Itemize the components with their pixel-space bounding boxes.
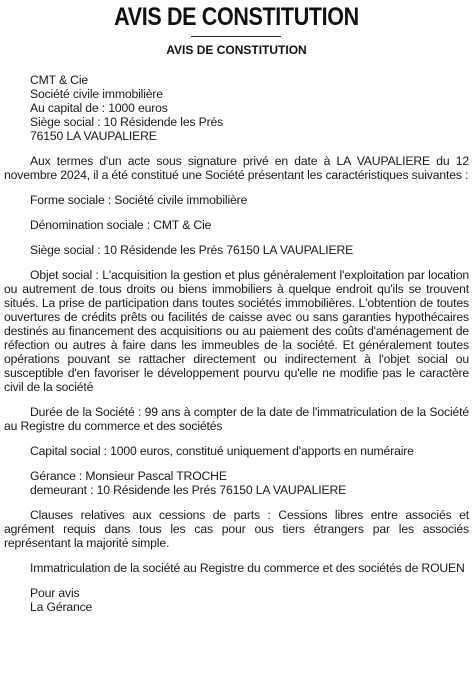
company-seat-line1: Siège social : 10 Résidende les Prés xyxy=(30,115,224,129)
duree-paragraph: Durée de la Société : 99 ans à compter de la date de l'immatriculation de la Société au Registre du commerce et des sociétés xyxy=(4,405,469,433)
closing-line2: La Gérance xyxy=(30,600,93,614)
capital-social: Capital social : 1000 euros, constitué uniquement d'apports en numéraire xyxy=(30,444,414,458)
gerance-line1: Gérance : Monsieur Pascal TROCHE xyxy=(30,469,227,483)
main-title: AVIS DE CONSTITUTION xyxy=(114,3,359,31)
title-divider xyxy=(191,36,281,37)
company-type: Société civile immobilière xyxy=(30,87,163,101)
siege-social: Siège social : 10 Résidende les Prés 76150 LA VAUPALIERE xyxy=(30,243,354,257)
company-block xyxy=(4,73,469,143)
intro-paragraph: Aux termes d'un acte sous signature privé en date à LA VAUPALIERE du 12 novembre 2024, il a été constitué une Société présentant les caractéristiques suivantes : xyxy=(4,154,469,182)
clauses-paragraph: Clauses relatives aux cessions de parts : Cessions libres entre associés et agrément requis dans tous les cas pour ous tiers étrangers par les associés représentant la majorité simple. xyxy=(4,508,469,550)
notice-body xyxy=(4,73,469,614)
company-capital: Au capital de : 1000 euros xyxy=(30,101,168,115)
company-seat-line2: 76150 LA VAUPALIERE xyxy=(30,129,157,143)
company-name: CMT & Cie xyxy=(30,73,89,87)
forme-sociale: Forme sociale : Société civile immobilière xyxy=(30,193,248,207)
gerance-line2: demeurant : 10 Résidende les Prés 76150 LA VAUPALIERE xyxy=(30,483,347,497)
closing-block xyxy=(4,586,469,614)
objet-social-paragraph: Objet social : L'acquisition la gestion et plus généralement l'exploitation par location ou autrement de tous droits ou biens immobiliers à quelque endroit qu'ils se trouvent situés. La prise de participation dans toutes sociétés immobilières. L'obtention de toutes ouvertures de crédits prêts ou facilités de caisse avec ou sans garanties hypothécaires destinés au financement des acquisitions ou au paiement des coûts d'aménagement de réfection ou autres à faire dans les immeubles de la société. Et généralement toutes opérations pouvant se rattacher directement ou indirectement à l'objet social ou susceptible d'en favoriser le développement pourvu qu'elle ne modifie pas le caractère civil de la société xyxy=(4,268,469,394)
gerance-block xyxy=(4,469,469,497)
immatriculation: Immatriculation de la société au Registre du commerce et des sociétés de ROUEN xyxy=(30,561,465,575)
closing-line1: Pour avis xyxy=(30,586,80,600)
denomination-sociale: Dénomination sociale : CMT & Cie xyxy=(30,218,212,232)
sub-title: AVIS DE CONSTITUTION xyxy=(166,43,307,57)
